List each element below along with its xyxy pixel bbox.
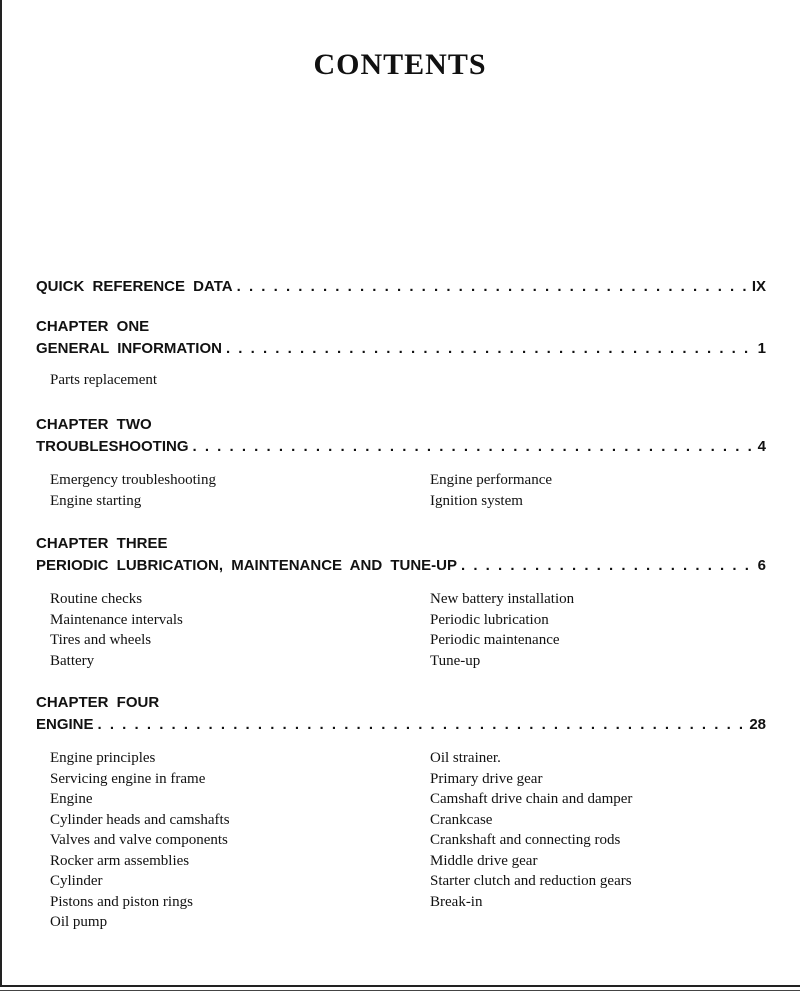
topic-item: Servicing engine in frame — [50, 770, 206, 787]
leader-dots — [193, 436, 754, 458]
chapter-page: 4 — [757, 438, 766, 455]
topic-item: Battery — [50, 652, 95, 669]
topic-item: Periodic maintenance — [430, 632, 560, 648]
topic-item: Tires and wheels — [50, 632, 152, 648]
chapter-number: CHAPTER ONE — [36, 318, 150, 335]
topic-item: Ignition system — [430, 492, 523, 509]
topic-item: Engine — [50, 791, 93, 807]
chapter-two-entry[interactable] — [36, 414, 766, 511]
chapter-topics — [50, 370, 766, 391]
leader-dots — [98, 714, 746, 736]
leader-dots — [226, 338, 754, 360]
topic-item: Cylinder — [50, 873, 103, 889]
quick-reference-page: IX — [751, 278, 766, 295]
topic-item: Cylinder heads and camshafts — [50, 811, 230, 828]
chapter-topics — [50, 589, 766, 671]
chapter-name: TROUBLESHOOTING — [36, 438, 189, 455]
quick-reference-entry[interactable] — [36, 276, 766, 298]
topic-item: Valves and valve components — [50, 832, 228, 848]
chapter-name: ENGINE — [36, 716, 94, 733]
chapter-one-entry[interactable] — [36, 316, 766, 391]
topic-item: Periodic lubrication — [430, 611, 549, 628]
topic-item: Camshaft drive chain and damper — [430, 791, 633, 807]
topic-item: Engine performance — [430, 472, 553, 488]
topic-item: Rocker arm assemblies — [50, 852, 190, 869]
chapter-page: 1 — [757, 340, 766, 357]
topic-item: Parts replacement — [50, 372, 158, 388]
chapter-page: 28 — [749, 716, 766, 733]
chapter-topics — [50, 748, 766, 933]
chapter-name: GENERAL INFORMATION — [36, 340, 222, 357]
chapter-four-entry[interactable] — [36, 692, 766, 933]
topic-item: Engine starting — [50, 492, 142, 509]
topic-item: Starter clutch and reduction gears — [430, 873, 632, 889]
topic-item: Crankcase — [430, 811, 493, 828]
topic-item: Maintenance intervals — [50, 611, 183, 628]
topic-item: Routine checks — [50, 591, 143, 607]
page-border-bottom-inner — [0, 990, 800, 991]
page-border-left — [0, 0, 2, 986]
topic-item: Oil strainer. — [430, 750, 501, 766]
chapter-topics — [50, 470, 766, 511]
page-border-bottom — [0, 985, 800, 987]
leader-dots — [237, 276, 748, 298]
topic-item: Oil pump — [50, 914, 108, 930]
chapter-three-entry[interactable] — [36, 533, 766, 671]
topic-item: Tune-up — [430, 652, 481, 669]
chapter-number: CHAPTER FOUR — [36, 694, 160, 711]
topic-item: New battery installation — [430, 591, 575, 607]
topic-item: Break-in — [430, 893, 483, 910]
topic-item: Middle drive gear — [430, 852, 538, 869]
page-title: CONTENTS — [313, 48, 487, 81]
quick-reference-label: QUICK REFERENCE DATA — [36, 278, 233, 295]
chapter-number: CHAPTER TWO — [36, 416, 152, 433]
topic-item: Crankshaft and connecting rods — [430, 832, 621, 848]
topic-item: Engine principles — [50, 750, 156, 766]
chapter-number: CHAPTER THREE — [36, 535, 168, 552]
topic-item: Primary drive gear — [430, 770, 543, 787]
leader-dots — [461, 555, 754, 577]
topic-item: Pistons and piston rings — [50, 893, 193, 910]
topic-item: Emergency troubleshooting — [50, 472, 216, 488]
chapter-name: PERIODIC LUBRICATION, MAINTENANCE AND TUNE-UP — [36, 557, 457, 574]
chapter-page: 6 — [757, 557, 766, 574]
